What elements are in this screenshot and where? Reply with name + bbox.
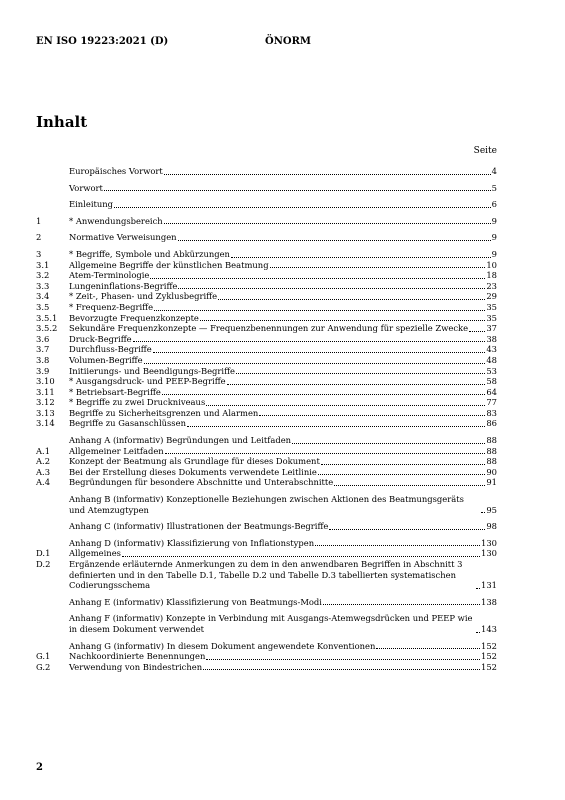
- toc-entry[interactable]: [36, 397, 497, 408]
- dot-leader: [122, 556, 480, 557]
- dot-leader: [178, 288, 485, 289]
- toc-entry-number: 1: [36, 215, 42, 226]
- toc-entry[interactable]: [36, 302, 497, 313]
- toc-entry-page: 152: [481, 640, 497, 651]
- toc-entry-title: Anhang D (informativ) Klassifizierung von Inflationstypen: [69, 537, 315, 548]
- toc-entry[interactable]: [36, 494, 497, 515]
- toc-entry-number: 3.3: [36, 280, 50, 291]
- dot-leader: [114, 207, 491, 208]
- toc-entry[interactable]: [36, 355, 497, 366]
- toc-entry-title: Allgemeiner Leitfaden: [69, 445, 164, 456]
- toc-entry-title: Verwendung von Bindestrichen: [69, 661, 203, 672]
- toc-entry-page: 152: [481, 651, 497, 662]
- toc-entry-number: 3.12: [36, 397, 55, 408]
- toc-entry-title: Atem-Terminologie: [69, 270, 150, 281]
- toc-entry-page: 88: [486, 456, 497, 467]
- dot-leader: [476, 632, 480, 633]
- dot-leader: [178, 240, 491, 241]
- toc-entry-title: Nachkoordinierte Benennungen: [69, 651, 206, 662]
- toc-entry-number: 3.5.2: [36, 323, 58, 334]
- toc-entry-page: 88: [486, 445, 497, 456]
- toc-entry-number: 3.11: [36, 386, 55, 397]
- toc-entry[interactable]: [36, 467, 497, 478]
- dot-leader: [206, 659, 480, 660]
- toc-entry-title: Allgemeines: [69, 548, 121, 559]
- toc-entry-title: * Betriebsart-Begriffe: [69, 386, 161, 397]
- page-column-label: Seite: [473, 146, 497, 156]
- toc-entry-page: 91: [486, 477, 497, 488]
- toc-entry-page: 23: [486, 280, 497, 291]
- toc-entry-title: Bei der Erstellung dieses Dokuments verwendete Leitlinie: [69, 466, 317, 477]
- toc-entry-title: Anhang C (informativ) Illustrationen der Beatmungs-Begriffe: [69, 521, 329, 532]
- dot-leader: [259, 415, 485, 416]
- dot-leader: [292, 443, 485, 444]
- dot-leader: [227, 384, 486, 385]
- toc-entry-page: 83: [486, 407, 497, 418]
- toc-entry-title: * Zeit-, Phasen- und Zyklusbegriffe: [69, 291, 218, 302]
- dot-leader: [203, 669, 480, 670]
- toc-entry-page: 138: [481, 596, 497, 607]
- toc-entry-title: Europäisches Vorwort: [69, 166, 163, 176]
- dot-leader: [133, 341, 486, 342]
- toc-entry-page: 9: [491, 248, 497, 259]
- toc-entry-title: Durchfluss-Begriffe: [69, 344, 152, 355]
- toc-entry-page: 4: [491, 166, 497, 176]
- toc-entry-number: 2: [36, 232, 42, 243]
- toc-entry[interactable]: [36, 166, 497, 177]
- toc-entry[interactable]: [36, 249, 497, 260]
- toc-entry-title: * Anwendungsbereich: [69, 215, 163, 226]
- toc-entry-page: 95: [486, 504, 497, 515]
- toc-entry-title: Sekundäre Frequenzkonzepte — Frequenzbenennungen zur Anwendung für spezielle Zwecke: [69, 323, 469, 334]
- toc-entry-number: D.2: [36, 559, 51, 569]
- toc-entry-title: Anhang B (informativ) Konzeptionelle Beziehungen zwischen Aktionen des Beatmungsgeräts und Atemzugtypen: [69, 494, 464, 515]
- dot-leader: [150, 278, 485, 279]
- toc-entry-number: 3.9: [36, 365, 50, 376]
- dot-leader: [104, 190, 491, 191]
- toc-entry[interactable]: [36, 559, 497, 591]
- dot-leader: [236, 373, 485, 374]
- dot-leader: [187, 426, 485, 427]
- dot-leader: [270, 267, 486, 268]
- toc-entry-title: * Begriffe, Symbole und Abkürzungen: [69, 248, 230, 259]
- toc-entry-title: Konzept der Beatmung als Grundlage für dieses Dokument: [69, 456, 320, 467]
- toc-entry[interactable]: [36, 323, 497, 334]
- toc-entry-title: Ergänzende erläuternde Anmerkungen zu dem in den anwendbaren Begriffen in Abschnitt 3 definierten und in den Tabelle D.1, Tabelle D.2 und Tabelle D.3 tabellierten systematischen Codierungsschema: [69, 559, 463, 591]
- toc-entry-number: G.1: [36, 651, 51, 662]
- toc-entry-page: 48: [486, 354, 497, 365]
- toc-entry[interactable]: [36, 313, 497, 324]
- toc-entry-page: 152: [481, 661, 497, 672]
- toc-entry-number: A.1: [36, 445, 51, 456]
- page-number: 2: [36, 762, 43, 773]
- table-of-contents: [36, 166, 497, 672]
- document-id: EN ISO 19223:2021 (D): [36, 36, 169, 47]
- toc-entry-title: Volumen-Begriffe: [69, 354, 143, 365]
- toc-entry[interactable]: [36, 662, 497, 673]
- dot-leader: [476, 588, 480, 589]
- toc-entry[interactable]: [36, 270, 497, 281]
- toc-entry[interactable]: [36, 344, 497, 355]
- toc-entry[interactable]: [36, 538, 497, 549]
- dot-leader: [231, 257, 491, 258]
- toc-entry-title: Normative Verweisungen: [69, 232, 177, 243]
- dot-leader: [165, 453, 486, 454]
- dot-leader: [206, 405, 485, 406]
- toc-entry[interactable]: [36, 260, 497, 271]
- toc-entry-page: 131: [481, 580, 497, 591]
- toc-entry[interactable]: [36, 334, 497, 345]
- toc-entry-number: 3.10: [36, 376, 55, 387]
- toc-entry-number: D.1: [36, 548, 51, 559]
- dot-leader: [321, 464, 486, 465]
- toc-entry-number: 3.14: [36, 418, 55, 429]
- toc-entry-number: 3.8: [36, 354, 50, 365]
- toc-entry-title: Druck-Begriffe: [69, 333, 132, 344]
- toc-entry-page: 58: [486, 376, 497, 387]
- toc-entry-page: 90: [486, 466, 497, 477]
- toc-entry-page: 130: [481, 548, 497, 559]
- toc-entry[interactable]: [36, 291, 497, 302]
- toc-entry[interactable]: [36, 366, 497, 377]
- toc-entry-number: 3.6: [36, 333, 50, 344]
- dot-leader: [153, 352, 486, 353]
- dot-leader: [334, 485, 485, 486]
- toc-entry-title: * Begriffe zu zwei Druckniveaus: [69, 397, 206, 408]
- toc-entry-page: 98: [486, 521, 497, 532]
- toc-entry-number: 3.7: [36, 344, 50, 355]
- dot-leader: [469, 331, 485, 332]
- toc-entry-title: * Ausgangsdruck- und PEEP-Begriffe: [69, 376, 226, 387]
- toc-entry-page: 5: [491, 182, 497, 193]
- toc-entry-title: Anhang G (informativ) In diesem Dokument angewendete Konventionen: [69, 640, 376, 651]
- toc-entry[interactable]: [36, 199, 497, 210]
- toc-entry-number: 3.4: [36, 291, 50, 302]
- toc-entry-page: 35: [486, 301, 497, 312]
- toc-entry-page: 77: [486, 397, 497, 408]
- dot-leader: [329, 529, 485, 530]
- dot-leader: [164, 174, 491, 175]
- toc-entry[interactable]: [36, 232, 497, 243]
- toc-entry-page: 10: [486, 259, 497, 270]
- toc-entry-number: A.4: [36, 477, 51, 488]
- toc-entry-number: 3.5.1: [36, 312, 58, 323]
- toc-entry-number: A.3: [36, 466, 51, 477]
- toc-entry-page: 37: [486, 323, 497, 334]
- toc-entry-title: * Frequenz-Begriffe: [69, 301, 154, 312]
- toc-entry-title: Anhang F (informativ) Konzepte in Verbindung mit Ausgangs-Atemwegsdrücken und PEEP wie in diesem Dokument verwendet: [69, 613, 473, 634]
- toc-entry[interactable]: [36, 641, 497, 652]
- toc-entry[interactable]: [36, 477, 497, 488]
- dot-leader: [481, 512, 485, 513]
- toc-entry-number: 3.13: [36, 407, 55, 418]
- toc-entry-number: 3: [36, 248, 42, 259]
- toc-entry-title: Anhang E (informativ) Klassifizierung von Beatmungs-Modi: [69, 596, 322, 607]
- toc-entry-page: 143: [481, 623, 497, 634]
- toc-entry[interactable]: [36, 521, 497, 532]
- toc-entry-page: 38: [486, 333, 497, 344]
- dot-leader: [218, 299, 485, 300]
- toc-entry-title: Einleitung: [69, 199, 114, 210]
- toc-entry-page: 9: [491, 215, 497, 226]
- toc-entry-title: Bevorzugte Frequenzkonzepte: [69, 312, 199, 323]
- dot-leader: [200, 320, 485, 321]
- toc-entry-title: Allgemeine Begriffe der künstlichen Beatmung: [69, 259, 269, 270]
- toc-entry-number: 3.5: [36, 301, 50, 312]
- publisher-label: ÖNORM: [265, 36, 311, 47]
- toc-entry-title: Lungeninflations-Begriffe: [69, 280, 178, 291]
- toc-entry-number: A.2: [36, 456, 51, 467]
- toc-entry[interactable]: [36, 387, 497, 398]
- toc-entry[interactable]: [36, 613, 497, 634]
- dot-leader: [315, 545, 480, 546]
- toc-entry[interactable]: [36, 216, 497, 227]
- toc-entry[interactable]: [36, 456, 497, 467]
- toc-entry-page: 64: [486, 386, 497, 397]
- toc-entry-page: 43: [486, 344, 497, 355]
- toc-entry-page: 35: [486, 312, 497, 323]
- toc-entry-number: 3.1: [36, 259, 50, 270]
- dot-leader: [162, 394, 485, 395]
- toc-entry[interactable]: [36, 408, 497, 419]
- toc-entry-title: Begriffe zu Sicherheitsgrenzen und Alarmen: [69, 407, 259, 418]
- toc-entry-page: 18: [486, 270, 497, 281]
- toc-entry-page: 88: [486, 435, 497, 446]
- toc-entry-number: G.2: [36, 661, 51, 672]
- toc-entry-page: 6: [491, 199, 497, 210]
- toc-entry[interactable]: [36, 548, 497, 559]
- dot-leader: [376, 648, 480, 649]
- toc-entry[interactable]: [36, 418, 497, 429]
- dot-leader: [318, 474, 485, 475]
- toc-entry-title: Begriffe zu Gasanschlüssen: [69, 418, 186, 429]
- toc-entry-page: 53: [486, 365, 497, 376]
- dot-leader: [164, 223, 491, 224]
- toc-entry-page: 130: [481, 537, 497, 548]
- toc-entry-title: Begründungen für besondere Abschnitte und Unterabschnitte: [69, 477, 334, 488]
- toc-entry-title: Initiierungs- und Beendigungs-Begriffe: [69, 365, 236, 376]
- toc-entry[interactable]: [36, 435, 497, 446]
- toc-entry[interactable]: [36, 376, 497, 387]
- page-title: Inhalt: [36, 113, 88, 131]
- toc-entry-page: 29: [486, 291, 497, 302]
- dot-leader: [154, 310, 485, 311]
- toc-entry-page: 9: [491, 232, 497, 243]
- toc-entry[interactable]: [36, 651, 497, 662]
- dot-leader: [323, 604, 480, 605]
- toc-entry-number: 3.2: [36, 270, 50, 281]
- toc-entry[interactable]: [36, 183, 497, 194]
- dot-leader: [144, 363, 486, 364]
- toc-entry-title: Vorwort: [69, 182, 103, 193]
- toc-entry-title: Anhang A (informativ) Begründungen und Leitfaden: [69, 435, 292, 446]
- toc-entry[interactable]: [36, 597, 497, 608]
- toc-entry[interactable]: [36, 281, 497, 292]
- toc-entry-page: 86: [486, 418, 497, 429]
- toc-entry[interactable]: [36, 446, 497, 457]
